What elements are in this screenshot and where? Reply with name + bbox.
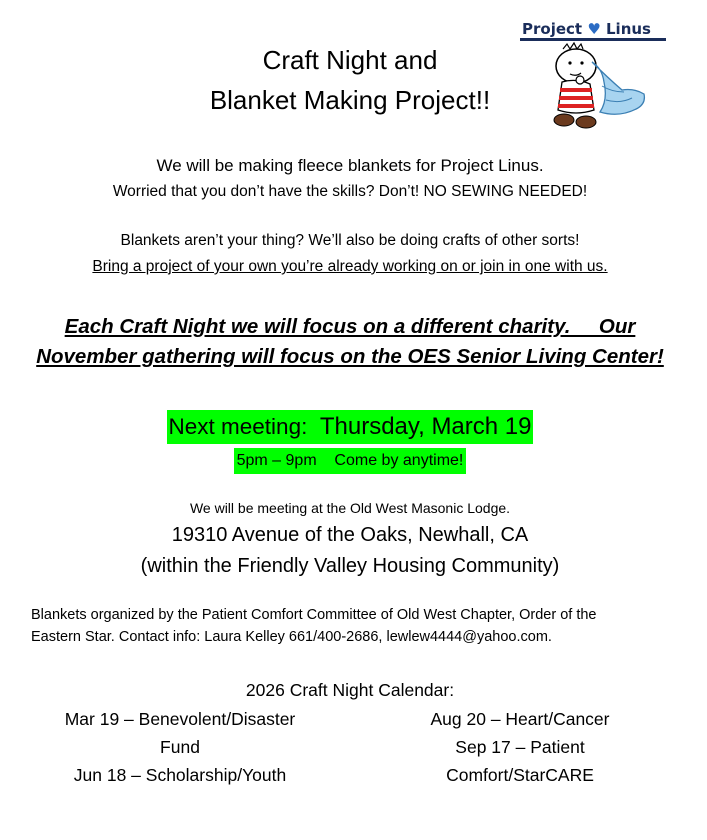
logo-text-linus: Linus [606, 20, 651, 38]
flyer-title [150, 40, 550, 120]
organizer-line-2: Eastern Star. Contact info: Laura Kelley 661/400-2686, lewlew4444@yahoo.com. [31, 629, 552, 645]
calendar-title: 2026 Craft Night Calendar: [245, 680, 455, 700]
calendar-entry: Comfort/StarCARE [446, 765, 594, 785]
organizer-info [31, 604, 671, 648]
heart-icon: ♥ [587, 20, 601, 38]
charity-focus-line-2: November gathering will focus on the OES Senior Living Center! [36, 345, 664, 368]
linus-cartoon-with-blanket-icon [518, 16, 668, 134]
crafts-line-2: Bring a project of your own you’re already working on or join in one with us. [92, 258, 608, 275]
next-meeting-label: Next meeting: [168, 414, 320, 439]
meeting-time [0, 448, 700, 474]
title-line-1: Craft Night and [262, 45, 438, 75]
calendar-entry: Mar 19 – Benevolent/Disaster [64, 709, 296, 729]
title-line-2: Blanket Making Project!! [209, 85, 491, 115]
organizer-line-1: Blankets organized by the Patient Comfort Committee of Old West Chapter, Order of the [31, 607, 597, 623]
next-meeting [0, 410, 700, 444]
calendar-entry: Fund [160, 737, 200, 757]
project-linus-logo [518, 16, 668, 134]
location-community: (within the Friendly Valley Housing Community) [140, 555, 560, 577]
meeting-time-text: 5pm – 9pm Come by anytime! [234, 448, 467, 474]
intro-line-2: Worried that you don’t have the skills? Don’t! NO SEWING NEEDED! [112, 183, 588, 200]
location-intro: We will be meeting at the Old West Masonic Lodge. [189, 500, 511, 516]
next-meeting-highlight [167, 410, 534, 444]
calendar-entry: Aug 20 – Heart/Cancer [430, 709, 610, 729]
calendar-entry: Sep 17 – Patient [455, 737, 585, 757]
charity-focus-line-1: Each Craft Night we will focus on a different charity. Our [64, 315, 636, 338]
charity-focus [0, 312, 700, 372]
location-address-block [0, 520, 700, 582]
calendar-right-column [370, 705, 670, 789]
intro-line-1: We will be making fleece blankets for Project Linus. [156, 156, 544, 175]
calendar-left-column [30, 705, 330, 789]
location-address: 19310 Avenue of the Oaks, Newhall, CA [171, 524, 529, 546]
crafts-line-1: Blankets aren’t your thing? We’ll also be doing crafts of other sorts! [120, 232, 580, 249]
logo-text-project: Project [522, 20, 583, 38]
next-meeting-date: Thursday, March 19 [319, 413, 532, 440]
calendar-entry: Jun 18 – Scholarship/Youth [73, 765, 287, 785]
